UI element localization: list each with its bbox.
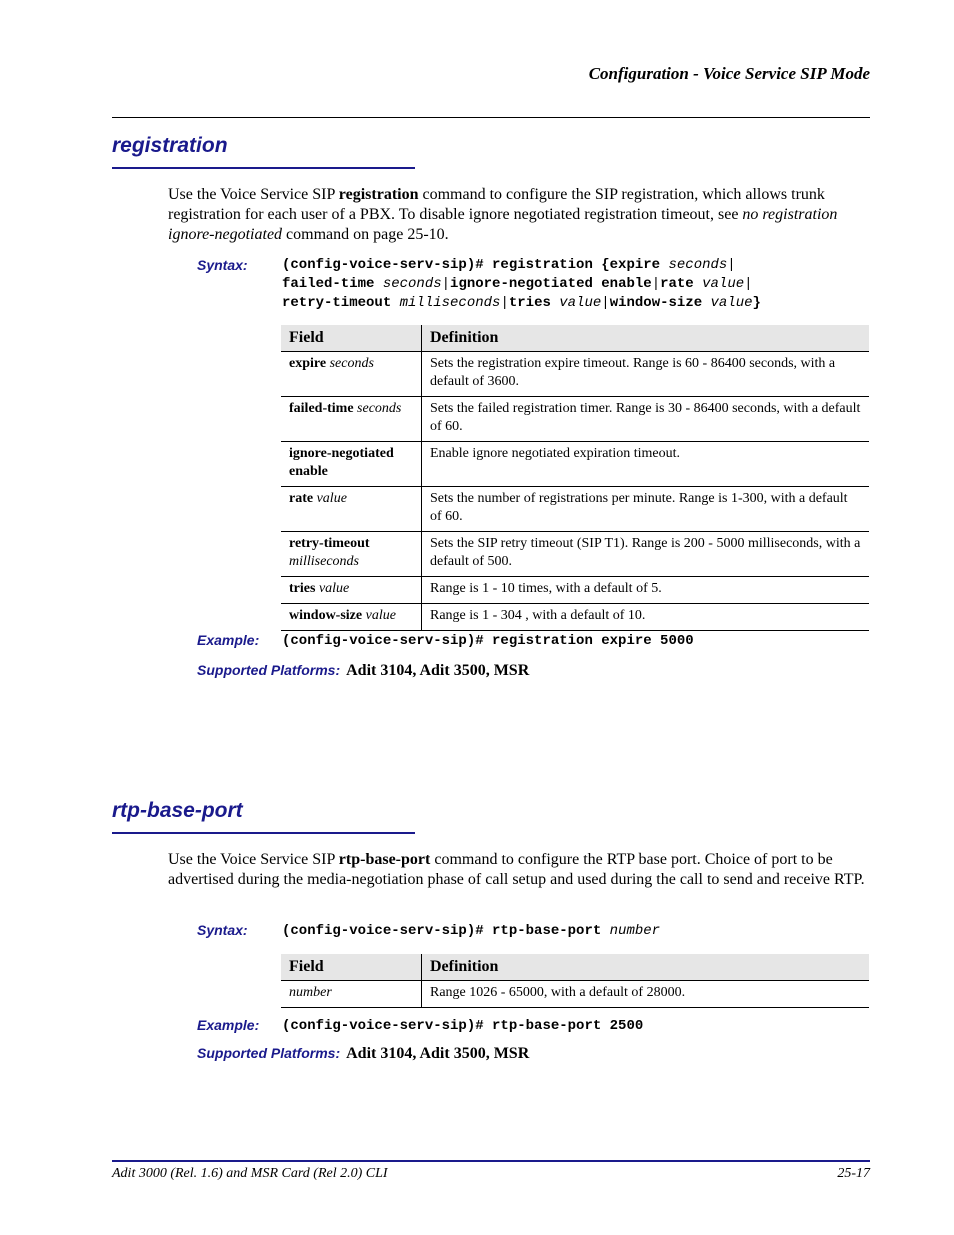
syntax-label: Syntax: xyxy=(197,922,248,938)
running-header-title: Configuration - Voice Service SIP Mode xyxy=(588,64,870,83)
section-title-underline xyxy=(112,167,415,169)
column-header-definition: Definition xyxy=(422,325,870,352)
column-header-definition: Definition xyxy=(422,954,870,981)
rtp-base-port-description: Use the Voice Service SIP rtp-base-port command to configure the RTP base port. Choice of port to be advertised during the media-negotiation phase of call setup and used during the call to send and receive RTP. xyxy=(168,851,865,888)
registration-command-name: registration xyxy=(338,186,419,203)
table-row: ignore-negotiated enable Enable ignore negotiated expiration timeout. xyxy=(281,442,869,487)
footer-rule xyxy=(112,1160,870,1162)
footer-document-title: Adit 3000 (Rel. 1.6) and MSR Card (Rel 2.0) CLI xyxy=(112,1166,388,1181)
cross-reference: no registration ignore-negotiated xyxy=(168,206,838,243)
table-row: rate value Sets the number of registrations per minute. Range is 1-300, with a default of 60. xyxy=(281,487,869,532)
section-title-rtp-base-port: rtp-base-port xyxy=(112,799,243,822)
rtp-base-port-syntax: (config-voice-serv-sip)# rtp-base-port number xyxy=(282,923,661,939)
table-row: tries value Range is 1 - 10 times, with a default of 5. xyxy=(281,577,869,604)
registration-example: (config-voice-serv-sip)# registration expire 5000 xyxy=(282,633,694,649)
example-label: Example: xyxy=(197,632,260,648)
section-title-registration: registration xyxy=(112,134,228,157)
section-title-underline xyxy=(112,832,415,834)
table-row: failed-time seconds Sets the failed registration timer. Range is 30 - 86400 seconds, with a default of 60. xyxy=(281,397,869,442)
table-row: expire seconds Sets the registration expire timeout. Range is 60 - 86400 seconds, with a default of 3600. xyxy=(281,352,869,397)
table-row: window-size value Range is 1 - 304 , with a default of 10. xyxy=(281,604,869,631)
example-label: Example: xyxy=(197,1017,260,1033)
rtp-base-port-example: (config-voice-serv-sip)# rtp-base-port 2500 xyxy=(282,1018,644,1034)
footer-page-number: 25-17 xyxy=(837,1166,870,1181)
registration-supported-platforms: Supported Platforms: Adit 3104, Adit 3500, MSR xyxy=(197,662,530,679)
rtp-base-port-supported-platforms: Supported Platforms: Adit 3104, Adit 3500, MSR xyxy=(197,1045,530,1062)
registration-syntax: (config-voice-serv-sip)# registration {expire seconds| failed-time seconds|ignore-negotiated enable|rate value| retry-timeout milliseconds|tries value|window-size value} xyxy=(282,257,761,311)
header-rule xyxy=(112,117,870,118)
rtp-base-port-field-table xyxy=(281,954,869,1008)
syntax-label: Syntax: xyxy=(197,257,248,273)
table-row: retry-timeout milliseconds Sets the SIP retry timeout (SIP T1). Range is 200 - 5000 milliseconds, with a default of 500. xyxy=(281,532,869,577)
registration-description: Use the Voice Service SIP registration command to configure the SIP registration, which allows trunk registration for each user of a PBX. To disable ignore negotiated registration timeout, see no registration ignore-negotiated command on page 25-10. xyxy=(168,186,838,243)
column-header-field: Field xyxy=(281,954,422,981)
table-row: number Range 1026 - 65000, with a default of 28000. xyxy=(281,981,869,1008)
column-header-field: Field xyxy=(281,325,422,352)
registration-field-table xyxy=(281,325,869,631)
rtp-base-port-command-name: rtp-base-port xyxy=(338,851,431,868)
